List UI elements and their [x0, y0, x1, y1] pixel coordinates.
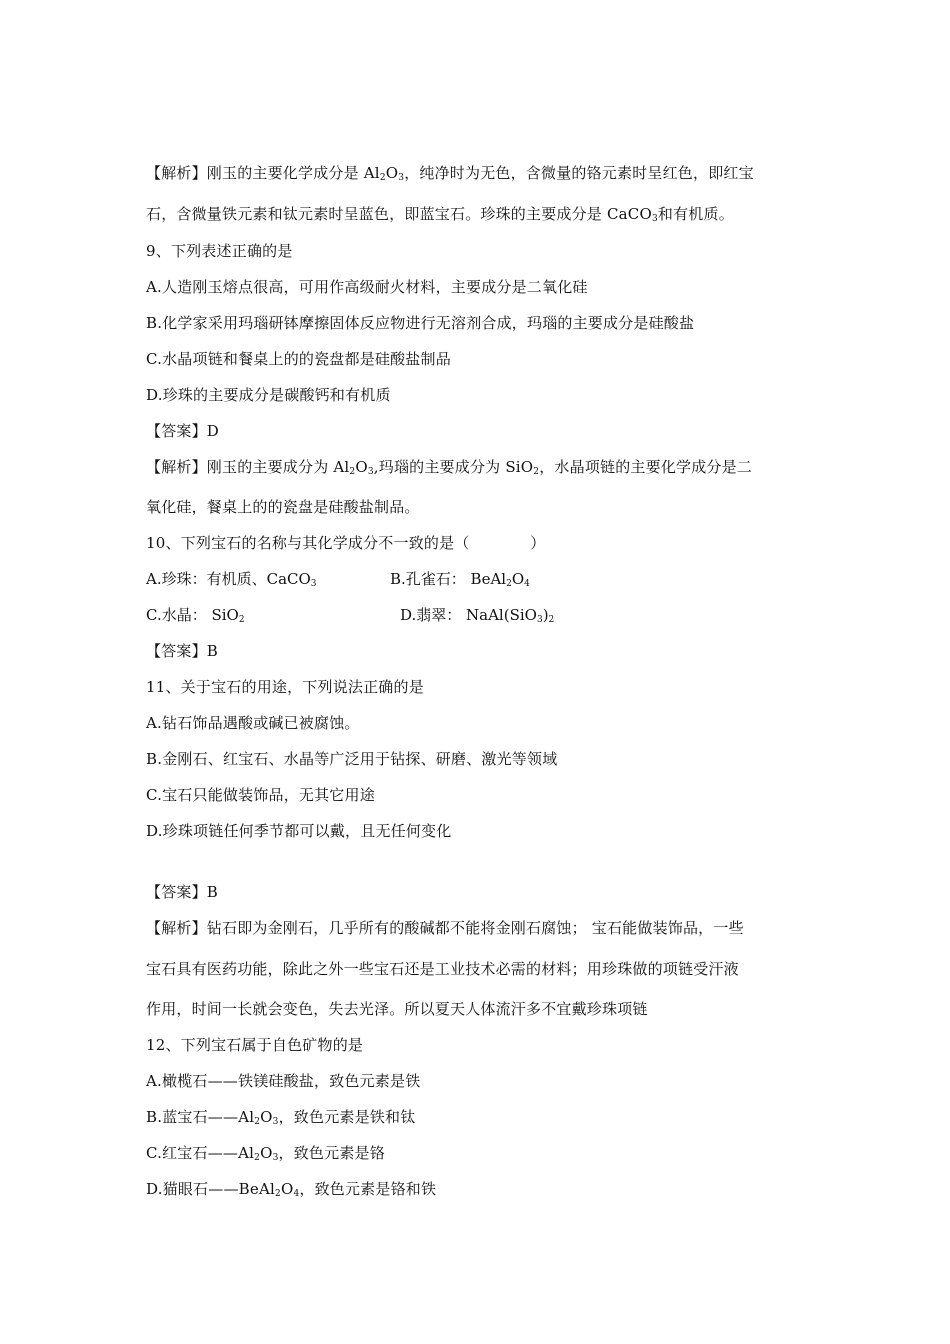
explanation-line: 石，含微量铁元素和钛元素时呈蓝色，即蓝宝石。珍珠的主要成分是 CaCO$_3$和有机质。	[146, 205, 734, 224]
option-c: C.水晶项链和餐桌上的的瓷盘都是硅酸盐制品	[146, 350, 451, 368]
option-c: C.宝石只能做装饰品，无其它用途	[146, 786, 375, 804]
question-stem: 12、下列宝石属于自色矿物的是	[146, 1036, 364, 1054]
option-c: C.水晶： SiO$_2$	[146, 606, 245, 625]
option-d: D.猫眼石$——BeAl_2O_4$，致色元素是铬和铁	[146, 1180, 437, 1199]
answer-line: 【答案】B	[146, 642, 219, 660]
option-a: A.人造刚玉熔点很高，可用作高级耐火材料，主要成分是二氧化硅	[146, 278, 588, 296]
option-b: B.金刚石、红宝石、水晶等广泛用于钻探、研磨、激光等领域	[146, 750, 558, 768]
option-a: A.钻石饰品遇酸或碱已被腐蚀。	[146, 714, 360, 732]
explanation-line: 作用，时间一长就会变色，失去光泽。所以夏天人体流汗多不宜戴珍珠项链	[146, 1000, 648, 1018]
option-d: D.珍珠的主要成分是碳酸钙和有机质	[146, 386, 391, 404]
option-b: B.化学家采用玛瑙研钵摩擦固体反应物进行无溶剂合成，玛瑙的主要成分是硅酸盐	[146, 314, 695, 332]
option-d: D.翡翠： $NaAl(SiO_3)_2$	[400, 606, 555, 625]
option-b: B.蓝宝石$——Al_2O_3$，致色元素是铁和钛	[146, 1108, 416, 1127]
answer-line: 【答案】B	[146, 883, 219, 901]
option-a: A.珍珠：有机质、CaCO$_3$	[146, 570, 317, 589]
explanation-line: 【解析】钻石即为金刚石，几乎所有的酸碱都不能将金刚石腐蚀； 宝石能做装饰品，一些	[146, 919, 744, 937]
option-d: D.珍珠项链任何季节都可以戴，且无任何变化	[146, 822, 452, 840]
explanation-line: 宝石具有医药功能，除此之外一些宝石还是工业技术必需的材料；用珍珠做的项链受汗液	[146, 960, 739, 978]
explanation-line: 【解析】刚玉的主要化学成分是 $Al_2O_3$，纯净时为无色，含微量的铬元素时呈红色，即红宝	[146, 164, 754, 183]
explanation-line: 【解析】刚玉的主要成分为 $Al_2O_3$,玛瑙的主要成分为 SiO$_2$，水晶项链的主要化学成分是二	[146, 458, 753, 477]
option-c: C.红宝石$——Al_2O_3$，致色元素是铬	[146, 1144, 385, 1163]
question-stem: 9、下列表述正确的是	[146, 242, 293, 260]
question-stem: 11、关于宝石的用途，下列说法正确的是	[146, 678, 424, 696]
option-b: B.孔雀石： $BeAl_2O_4$	[390, 570, 530, 589]
explanation-line: 氧化硅，餐桌上的的瓷盘是硅酸盐制品。	[146, 498, 420, 516]
answer-line: 【答案】D	[146, 422, 220, 440]
option-a: A.橄榄石——铁镁硅酸盐，致色元素是铁	[146, 1072, 421, 1090]
question-stem: 10、下列宝石的名称与其化学成分不一致的是（ ）	[146, 534, 546, 552]
